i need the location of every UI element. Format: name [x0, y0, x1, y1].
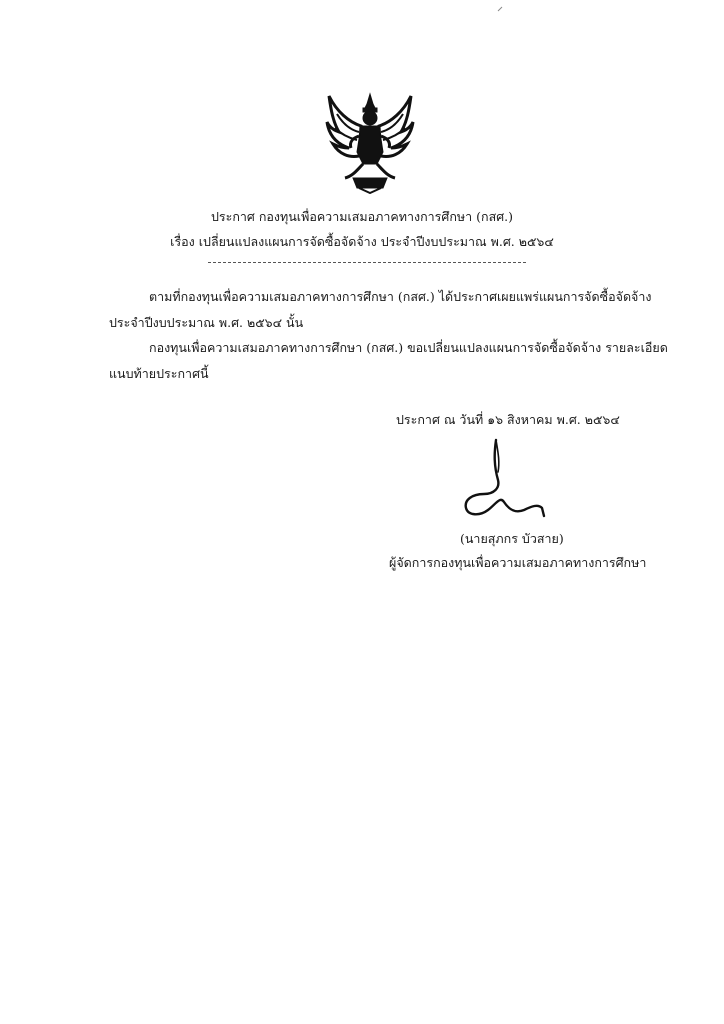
handwritten-signature-icon — [454, 436, 554, 522]
paragraph-1-line-1: ตามที่กองทุนเพื่อความเสมอภาคทางการศึกษา (กสศ.) ได้ประกาศเผยแพร่แผนการจัดซื้อจัดจ้าง — [149, 289, 652, 304]
signer-title: ผู้จัดการกองทุนเพื่อความเสมอภาคทางการศึกษา — [389, 555, 647, 570]
garuda-emblem-icon — [323, 92, 417, 194]
paragraph-2-line-1: กองทุนเพื่อความเสมอภาคทางการศึกษา (กสศ.) ขอเปลี่ยนแปลงแผนการจัดซื้อจัดจ้าง รายละเอียด — [149, 340, 668, 355]
paragraph-2-line-2: แนบท้ายประกาศนี้ — [109, 366, 209, 381]
announcement-title: ประกาศ กองทุนเพื่อความเสมอภาคทางการศึกษา (กสศ.) — [210, 209, 513, 224]
signer-name: (นายสุภกร บัวสาย) — [460, 531, 564, 546]
paragraph-1-line-2: ประจำปีงบประมาณ พ.ศ. ๒๕๖๔ นั้น — [109, 315, 304, 330]
announcement-date: ประกาศ ณ วันที่ ๑๖ สิงหาคม พ.ศ. ๒๕๖๔ — [396, 412, 620, 427]
header-divider — [208, 262, 526, 263]
announcement-subject: เรื่อง เปลี่ยนแปลงแผนการจัดซื้อจัดจ้าง ประจำปีงบประมาณ พ.ศ. ๒๕๖๔ — [170, 234, 554, 249]
scan-speck-mark — [497, 6, 503, 12]
